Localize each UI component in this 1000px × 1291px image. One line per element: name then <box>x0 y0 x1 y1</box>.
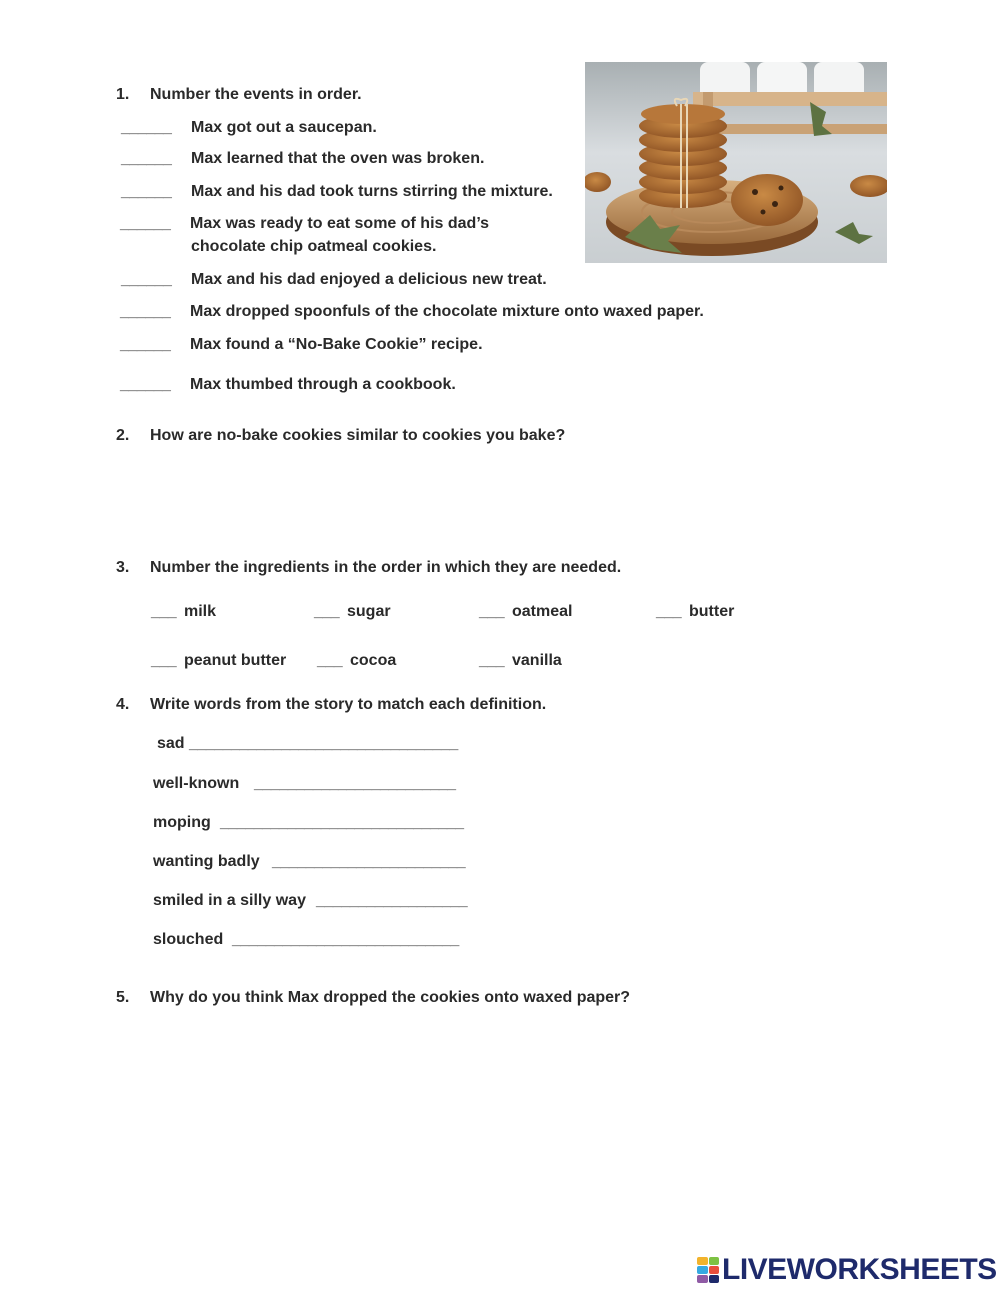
q3-prompt: Number the ingredients in the order in which they are needed. <box>150 559 622 576</box>
q3-ingredient-milk: milk <box>184 603 217 620</box>
q4-word-slouched: slouched <box>153 931 224 948</box>
q1-blank-1[interactable]: ______ <box>121 119 172 136</box>
q1-event-4-cont: chocolate chip oatmeal cookies. <box>191 238 437 255</box>
q1-event-5: Max and his dad enjoyed a delicious new treat. <box>191 271 547 288</box>
q3-ingredient-cocoa: cocoa <box>350 652 397 669</box>
q1-event-6: Max dropped spoonfuls of the chocolate mixture onto waxed paper. <box>190 303 704 320</box>
q3-blank-sugar[interactable]: ___ <box>314 603 340 620</box>
q4-prompt: Write words from the story to match each definition. <box>150 696 547 713</box>
logo-text: LIVEWORKSHEETS <box>722 1253 997 1286</box>
q5-number: 5. <box>116 989 130 1006</box>
q4-line-slouched[interactable]: ___________________________ <box>232 931 459 948</box>
q4-word-smiled-silly: smiled in a silly way <box>153 892 306 909</box>
q1-blank-2[interactable]: ______ <box>121 150 172 167</box>
q4-line-well-known[interactable]: ________________________ <box>254 775 456 792</box>
q3-number: 3. <box>116 559 130 576</box>
q4-line-sad[interactable]: ________________________________ <box>189 735 458 752</box>
cookies-photo <box>585 62 887 263</box>
liveworksheets-logo <box>697 1255 997 1285</box>
q1-number: 1. <box>116 86 130 103</box>
q1-blank-6[interactable]: ______ <box>120 303 171 320</box>
q1-event-7: Max found a “No-Bake Cookie” recipe. <box>190 336 483 353</box>
q3-ingredient-peanut-butter: peanut butter <box>184 652 287 669</box>
q5-prompt: Why do you think Max dropped the cookies onto waxed paper? <box>150 989 631 1006</box>
q1-event-1: Max got out a saucepan. <box>191 119 377 136</box>
logo-mark-icon <box>697 1257 719 1283</box>
q1-blank-3[interactable]: ______ <box>121 183 172 200</box>
q1-event-8: Max thumbed through a cookbook. <box>190 376 456 393</box>
q2-prompt: How are no-bake cookies similar to cookies you bake? <box>150 427 566 444</box>
q4-word-sad: sad <box>157 735 185 752</box>
q4-line-wanting-badly[interactable]: _______________________ <box>272 853 466 870</box>
q3-ingredient-vanilla: vanilla <box>512 652 562 669</box>
q1-blank-4[interactable]: ______ <box>120 215 171 232</box>
q4-line-smiled-silly[interactable]: __________________ <box>316 892 468 909</box>
q1-blank-7[interactable]: ______ <box>120 336 171 353</box>
q3-ingredient-butter: butter <box>689 603 735 620</box>
q4-word-moping: moping <box>153 814 211 831</box>
q1-event-3: Max and his dad took turns stirring the mixture. <box>191 183 553 200</box>
q2-number: 2. <box>116 427 130 444</box>
q3-ingredient-sugar: sugar <box>347 603 391 620</box>
q3-blank-vanilla[interactable]: ___ <box>479 652 505 669</box>
q3-blank-cocoa[interactable]: ___ <box>317 652 343 669</box>
q3-blank-butter[interactable]: ___ <box>656 603 682 620</box>
q4-word-well-known: well-known <box>153 775 240 792</box>
q1-blank-5[interactable]: ______ <box>121 271 172 288</box>
q1-event-4: Max was ready to eat some of his dad’s <box>190 215 490 232</box>
q3-blank-milk[interactable]: ___ <box>151 603 177 620</box>
q4-word-wanting-badly: wanting badly <box>153 853 260 870</box>
q4-number: 4. <box>116 696 130 713</box>
q4-line-moping[interactable]: _____________________________ <box>220 814 464 831</box>
q1-prompt: Number the events in order. <box>150 86 362 103</box>
q3-ingredient-oatmeal: oatmeal <box>512 603 573 620</box>
q3-blank-peanut-butter[interactable]: ___ <box>151 652 177 669</box>
q3-blank-oatmeal[interactable]: ___ <box>479 603 505 620</box>
q1-event-2: Max learned that the oven was broken. <box>191 150 485 167</box>
q1-blank-8[interactable]: ______ <box>120 376 171 393</box>
